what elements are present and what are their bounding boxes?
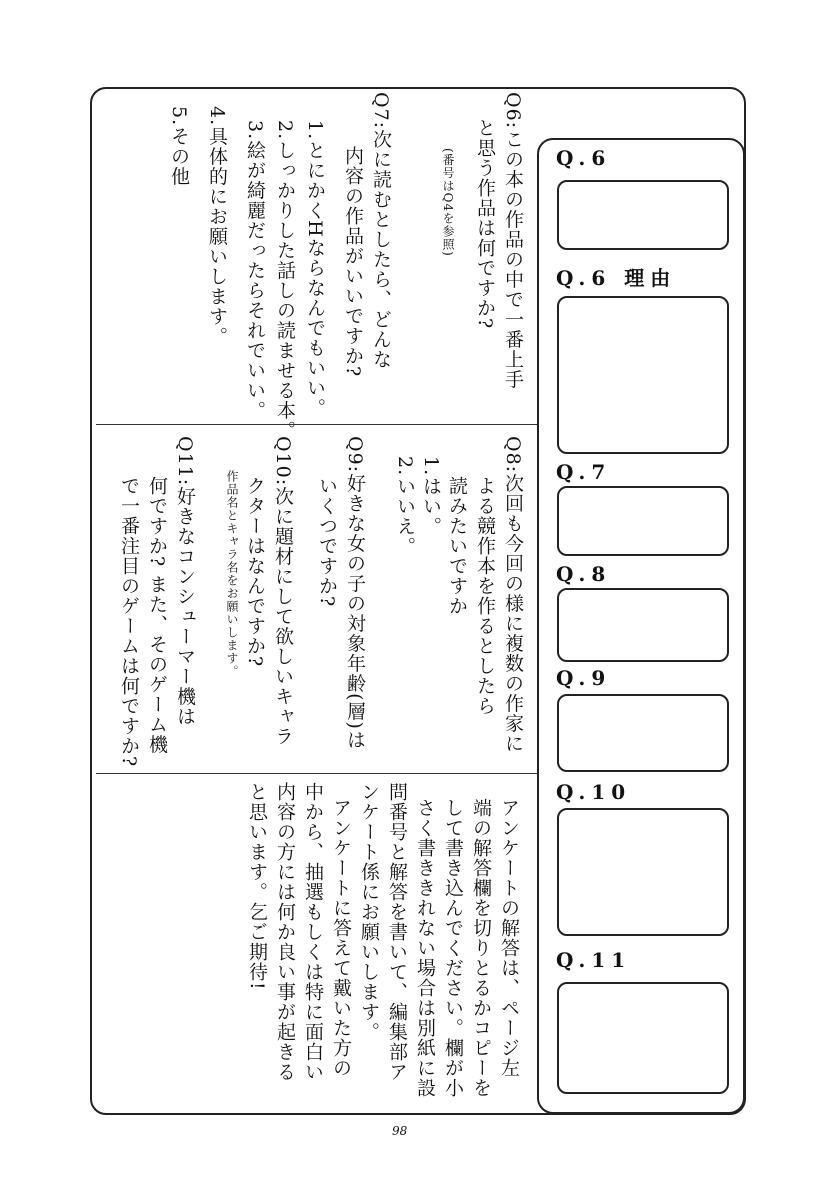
answer-box-q11[interactable]: [557, 982, 729, 1094]
q6-line1: Q6:この本の作品の中で一番上手: [502, 92, 524, 390]
answer-box-q6[interactable]: [557, 180, 729, 250]
page-number: 98: [392, 1124, 408, 1138]
answer-label-q11: Q.11: [556, 948, 632, 972]
notice-line-3: して書き込んでください。欄が小: [442, 798, 464, 1098]
q10-line1: Q10:次に題材にして欲しいキャラ: [272, 436, 294, 747]
notice-line-6: ンケート係にお願いします。: [358, 782, 380, 1042]
notice-line-9: 内容の方には何か良い事が起きる: [274, 782, 296, 1082]
q7-option-5: 5.その他: [168, 106, 190, 187]
notice-line-7: アンケートに答えて戴いた方の: [330, 798, 352, 1078]
answer-box-q9[interactable]: [557, 694, 729, 772]
q7-option-3: 3.絵が綺麗だったらそれでいい。: [244, 120, 266, 421]
answer-label-q7: Q.7: [556, 460, 612, 484]
q7-line1: Q7:次に読むとしたら、どんな: [370, 92, 392, 370]
answer-box-q8[interactable]: [557, 588, 729, 662]
q9-line1: Q9:好きな女の子の対象年齢(層)は: [344, 436, 366, 750]
q8-option-1: 1.はい。: [420, 456, 442, 537]
q7-option-4: 4.具体的にお願いします。: [206, 106, 228, 347]
section-divider-1: [96, 424, 538, 425]
q7-line2: 内容の作品がいいですか?: [342, 146, 364, 378]
q6-line2: と思う作品は何ですか?: [474, 118, 496, 330]
answer-box-q6-reason[interactable]: [557, 296, 729, 454]
answer-label-q6: Q.6: [556, 146, 612, 170]
q7-option-1: 1.とにかくHならなんでもいい。: [304, 120, 326, 418]
notice-line-5: 問番号と解答を書いて、編集部ア: [386, 782, 408, 1082]
notice-line-2: 端の解答欄を切りとるかコピーを: [470, 798, 492, 1098]
q11-line2: 何ですか? また、そのゲーム機: [146, 476, 168, 755]
answer-label-q8: Q.8: [556, 562, 612, 586]
q11-line1: Q11:好きなコンシューマー機は: [174, 436, 196, 727]
q11-line3: で一番注目のゲームは何ですか?: [118, 476, 140, 768]
notice-line-1: アンケートの解答は、ページ左: [498, 798, 520, 1078]
answer-label-q6-reason: Q.6 理由: [556, 266, 677, 290]
q8-option-2: 2.いいえ。: [394, 456, 416, 557]
answer-box-q7[interactable]: [557, 486, 729, 556]
answer-label-q10: Q.10: [556, 780, 632, 804]
answer-label-q9: Q.9: [556, 666, 612, 690]
q6-note: (番号はQ4を参照): [441, 148, 455, 257]
answer-box-q10[interactable]: [557, 808, 729, 936]
notice-line-8: 中から、抽選もしくは特に面白い: [302, 782, 324, 1082]
q8-line2: よる競作本を作るとしたら: [474, 476, 496, 716]
section-divider-2: [96, 773, 538, 774]
q8-line1: Q8:次回も今回の様に複数の作家に: [502, 436, 524, 754]
notice-line-10: と思います。乞ご期待!: [246, 782, 268, 991]
q10-line2: クターはなんですか?: [244, 476, 266, 668]
q8-line3: 読みたいですか: [446, 476, 468, 616]
notice-line-4: さく書ききれない場合は別紙に設: [414, 798, 436, 1098]
q9-line2: いくつですか?: [316, 476, 338, 608]
q7-option-2: 2.しっかりした話しの読ませる本。: [274, 120, 296, 441]
q10-note: 作品名とキャラ名をお願いします。: [225, 470, 239, 678]
